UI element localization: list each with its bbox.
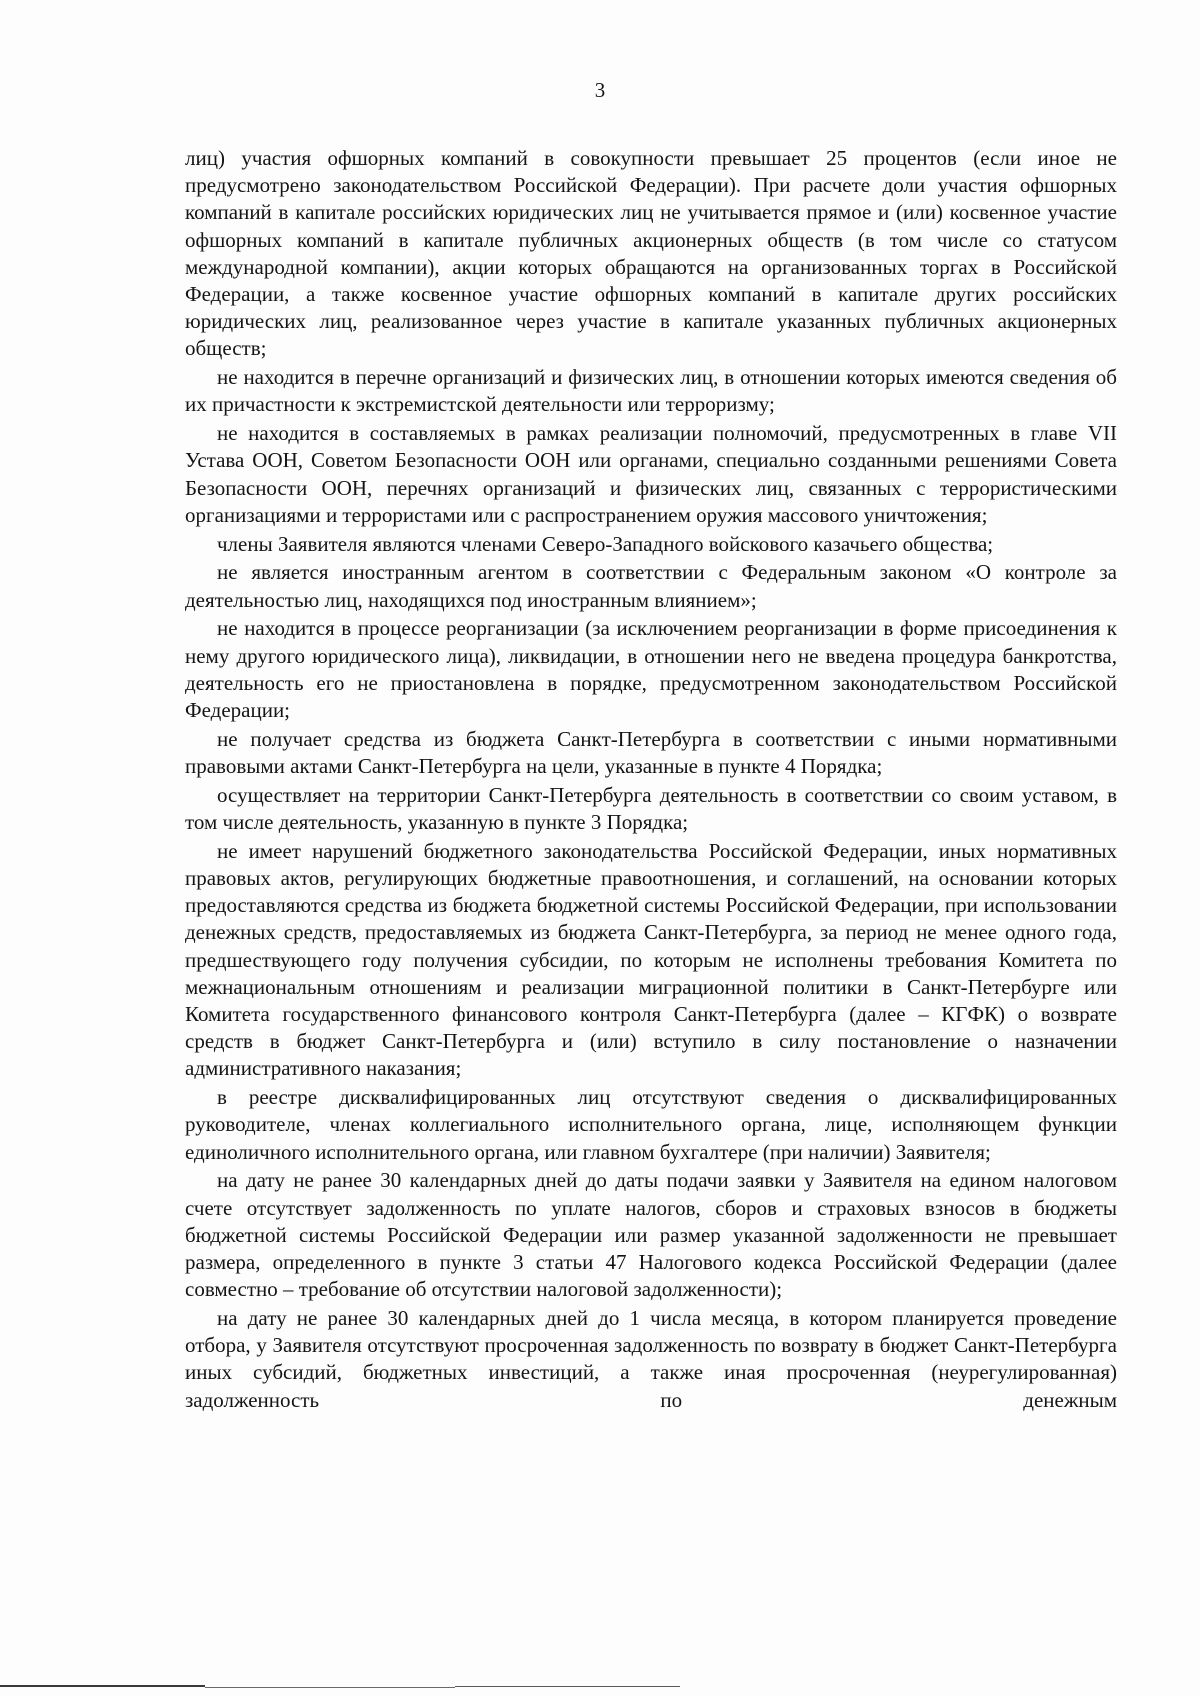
- paragraph-cossack-members: члены Заявителя являются членами Северо-Западного войскового казачьего общества;: [217, 531, 994, 556]
- paragraph-other-funds: не получает средства из бюджета Санкт-Петербурга в соответствии с иными нормативными правовыми актами Санкт-Петербурга на цели, указанные в пункте 4 Порядка;: [185, 726, 1117, 779]
- paragraph-overdue-debt: на дату не ранее 30 календарных дней до 1 числа месяца, в котором планируется проведение отбора, у Заявителя отсутствуют просроченная задолженность по возврату в бюджет Санкт-Петербурга иных субсидий, бюджетных инвестиций, а также иная просроченная (неурегулированная) задолженность по денежным: [185, 1306, 1117, 1412]
- paragraph-foreign-agent: не является иностранным агентом в соответствии с Федеральным законом «О контроле за деятельностью лиц, находящихся под иностранным влиянием»;: [185, 560, 1117, 612]
- paragraph-disqualified-persons: в реестре дисквалифицированных лиц отсутствуют сведения о дисквалифицированных руководителе, членах коллегиального исполнительного органа, лице, исполняющем функции единоличного исполнительного органа, или главном бухгалтере (при наличии) Заявителя;: [185, 1085, 1117, 1164]
- paragraph-reorganization: не находится в процессе реорганизации (за исключением реорганизации в форме присоединения к нему другого юридического лица), ликвидации, в отношении него не введена процедура банкротства, деятельность его не приостановлена в порядке, предусмотренном законодательством Российской Федерации;: [185, 616, 1117, 723]
- paragraph-activity-territory: осуществляет на территории Санкт-Петербурга деятельность в соответствии со своим уставом, в том числе деятельность, указанную в пункте 3 Порядка;: [185, 782, 1117, 835]
- paragraph-tax-debt: на дату не ранее 30 календарных дней до даты подачи заявки у Заявителя на едином налоговом счете отсутствует задолженность по уплате налогов, сборов и страховых взносов в бюджеты бюджетной системы Российской Федерации или размер указанной задолженности не превышает размера, определенного в пункте 3 статьи 47 Налогового кодекса Российской Федерации (далее совместно – требование об отсутствии налоговой задолженности);: [185, 1168, 1117, 1302]
- paragraph-extremism-list: не находится в перечне организаций и физических лиц, в отношении которых имеются сведения об их причастности к экстремистской деятельности или терроризму;: [185, 365, 1117, 417]
- paragraph-un-lists: не находится в составляемых в рамках реализации полномочий, предусмотренных в главе VII Устава ООН, Советом Безопасности ООН или органами, специально созданными решениями Совета Безопасности ООН, перечнях организаций и физических лиц, связанных с террористическими организациями и террористами или с распространением оружия массового уничтожения;: [185, 421, 1117, 527]
- scan-bottom-edge: [0, 1683, 1200, 1696]
- page-number: 3: [594, 78, 606, 102]
- paragraph-offshore-participation: лиц) участия офшорных компаний в совокупности превышает 25 процентов (если иное не предусмотрено законодательством Российской Федерации). При расчете доли участия офшорных компаний в капитале российских юридических лиц не учитывается прямое и (или) косвенное участие офшорных компаний в капитале публичных акционерных обществ (в том числе со статусом международной компании), акции которых обращаются на организованных торгах в Российской Федерации, а также косвенное участие офшорных компаний в капитале других российских юридических лиц, реализованное через участие в капитале указанных публичных акционерных обществ;: [185, 146, 1117, 361]
- document-body: [185, 145, 1117, 1415]
- paragraph-budget-violations: не имеет нарушений бюджетного законодательства Российской Федерации, иных нормативных правовых актов, регулирующих бюджетные правоотношения, и соглашений, на основании которых предоставляются средства из бюджета бюджетной системы Российской Федерации, при использовании денежных средств, предоставляемых из бюджета Санкт-Петербурга, за период не менее одного года, предшествующего году получения субсидии, по которым не исполнены требования Комитета по межнациональным отношениям и реализации миграционной политики в Санкт-Петербурге или Комитета государственного финансового контроля Санкт-Петербурга (далее – КГФК) о возврате средств в бюджет Санкт-Петербурга и (или) вступило в силу постановление о назначении административного наказания;: [185, 838, 1117, 1081]
